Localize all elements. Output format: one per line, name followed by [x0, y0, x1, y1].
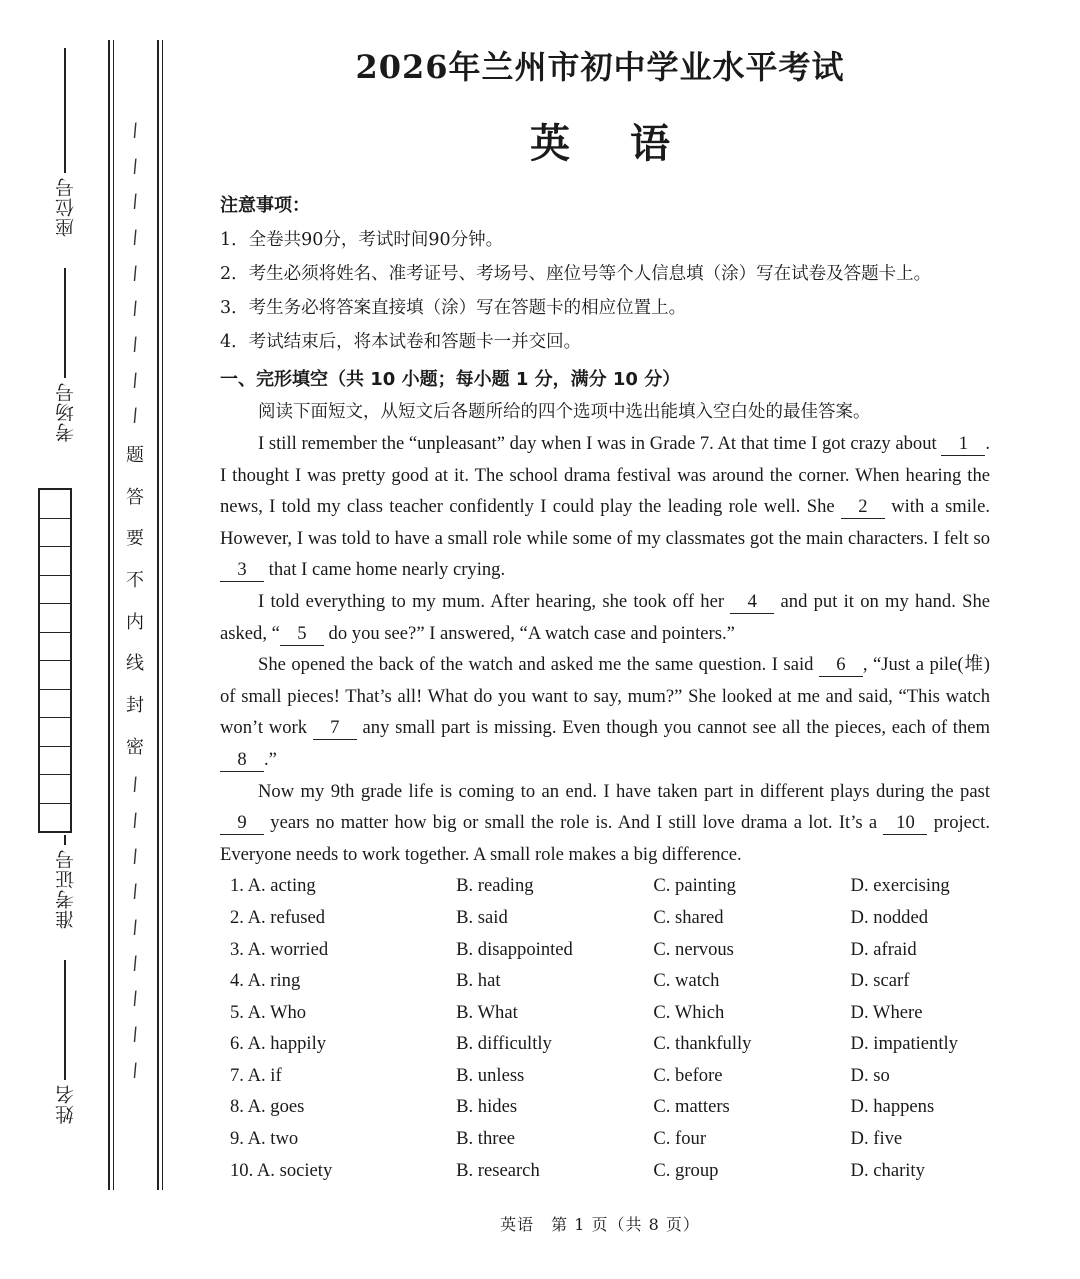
option-b: B. hat: [456, 970, 501, 992]
passage-text: Now my 9th grade life is coming to an end. I have taken part in different plays during the past: [258, 780, 990, 802]
digit-box[interactable]: [40, 747, 70, 776]
option-d: D. so: [850, 1064, 890, 1086]
slash-mark: /: [129, 881, 141, 903]
seal-char: 不: [126, 570, 144, 592]
option-row: [220, 1123, 990, 1155]
seal-char: 内: [126, 611, 144, 633]
seat-no-field[interactable]: [40, 48, 90, 237]
option-d: D. exercising: [850, 875, 950, 897]
passage-text: years no matter how big or small the role is. And I still love drama a lot. It’s a: [264, 812, 884, 834]
blank-9: 9: [220, 812, 264, 835]
option-row: [220, 934, 990, 966]
blank-10: 10: [883, 812, 927, 835]
option-d: D. charity: [850, 1159, 925, 1181]
option-a: 5. A. Who: [230, 1001, 307, 1023]
option-b: B. research: [456, 1159, 540, 1181]
name-field[interactable]: [40, 960, 90, 1124]
blank-4: 4: [730, 591, 774, 614]
passage-text: project. Everyone needs to work together. A small role makes a big difference.: [220, 812, 990, 865]
option-d: D. happens: [850, 1096, 935, 1118]
option-row: [220, 870, 990, 902]
admission-no-line: [64, 835, 66, 845]
passage-text: and put it on my hand. She asked, “: [220, 590, 990, 644]
passage-text: I told everything to my mum. After hearing, she took off her: [258, 590, 731, 612]
blank-1: 1: [941, 433, 985, 456]
option-row: [220, 1155, 990, 1187]
seat-no-line: [64, 48, 66, 173]
seal-char: 答: [126, 486, 144, 508]
room-no-label: 考场号: [54, 382, 77, 442]
option-c: C. Which: [653, 1001, 725, 1023]
slash-mark: /: [129, 155, 141, 178]
passage-text: with a smile. However, I was told to have a small role while some of my classmates got the main characters. I felt so: [220, 496, 990, 549]
blank-2: 2: [841, 496, 885, 519]
digit-box[interactable]: [40, 718, 70, 747]
room-no-line: [64, 268, 66, 378]
blank-8: 8: [220, 749, 264, 772]
option-a: 8. A. goes: [230, 1096, 305, 1118]
notice-item: 3．考生务必将答案直接填（涂）写在答题卡的相应位置上。: [220, 298, 687, 318]
passage-text: any small part is missing. Even though you cannot see all the pieces, each of them: [356, 717, 990, 739]
option-a: 4. A. ring: [230, 970, 301, 992]
cloze-passage: [220, 428, 990, 870]
slash-mark: /: [129, 774, 141, 796]
option-d: D. Where: [850, 1001, 923, 1023]
option-row: [220, 1091, 990, 1123]
option-row: [220, 1028, 990, 1060]
admission-no-label: 准考证号: [54, 849, 77, 929]
digit-box[interactable]: [40, 604, 70, 633]
section-instruction: 阅读下面短文，从短文后各题所给的四个选项中选出能填入空白处的最佳答案。: [258, 402, 871, 422]
binding-rule: [113, 40, 114, 1190]
option-c: C. nervous: [653, 938, 734, 960]
passage-text: that I came home nearly crying.: [264, 559, 506, 581]
slash-mark: /: [129, 988, 141, 1010]
seat-no-label: 座位号: [54, 177, 77, 237]
option-c: C. matters: [653, 1096, 730, 1118]
seal-char: 题: [126, 445, 144, 467]
option-b: B. unless: [456, 1064, 525, 1086]
seal-char: 密: [126, 736, 144, 758]
notice-item: 2．考生必须将姓名、准考证号、考场号、座位号等个人信息填（涂）写在试卷及答题卡上。: [220, 264, 932, 284]
slash-mark: /: [129, 226, 141, 249]
option-b: B. hides: [456, 1096, 518, 1118]
seal-char: 封: [126, 695, 144, 717]
slash-mark: /: [129, 333, 141, 356]
blank-7: 7: [313, 717, 357, 740]
passage-paragraph: [220, 428, 990, 586]
option-c: C. painting: [653, 875, 736, 897]
seal-char: 线: [126, 653, 144, 675]
option-d: D. impatiently: [850, 1033, 958, 1055]
passage-text: , “Just a pile(堆) of small pieces! That’s all! What do you want to say, mum?” She looked at me and said, “This watch won’t work: [220, 654, 990, 739]
exam-content: [220, 190, 990, 1186]
option-b: B. reading: [456, 875, 534, 897]
option-d: D. scarf: [850, 970, 910, 992]
admission-number-boxes[interactable]: [38, 488, 72, 833]
option-d: D. afraid: [850, 938, 917, 960]
passage-paragraph: [220, 776, 990, 871]
seal-line-column: [118, 120, 152, 1080]
notice-item: 1．全卷共90分，考试时间90分钟。: [220, 230, 504, 250]
subject-title: 英语: [530, 120, 730, 167]
notice-title: 注意事项：: [220, 195, 310, 216]
digit-box[interactable]: [40, 775, 70, 804]
slash-mark: /: [129, 404, 141, 427]
slash-mark: /: [129, 916, 141, 939]
option-c: C. thankfully: [653, 1033, 752, 1055]
passage-paragraph: [220, 586, 990, 649]
blank-3: 3: [220, 559, 264, 582]
option-a: 9. A. two: [230, 1128, 299, 1150]
slash-mark: /: [129, 1023, 141, 1046]
digit-box[interactable]: [40, 633, 70, 662]
passage-paragraph: [220, 649, 990, 775]
option-row: [220, 965, 990, 997]
option-c: C. group: [653, 1159, 719, 1181]
answer-options: [220, 870, 990, 1186]
digit-box[interactable]: [40, 804, 70, 832]
option-d: D. nodded: [850, 906, 929, 928]
slash-mark: /: [129, 190, 141, 213]
option-a: 10. A. society: [230, 1159, 333, 1181]
option-a: 3. A. worried: [230, 938, 329, 960]
binding-rule: [157, 40, 159, 1190]
option-c: C. shared: [653, 906, 724, 928]
name-label: 姓名: [54, 1084, 77, 1124]
digit-box[interactable]: [40, 519, 70, 548]
room-no-field[interactable]: [40, 268, 90, 442]
binding-rule: [162, 40, 163, 1190]
option-row: [220, 902, 990, 934]
binding-rule: [108, 40, 110, 1190]
passage-text: She opened the back of the watch and asked me the same question. I said: [258, 654, 819, 676]
option-a: 1. A. acting: [230, 875, 316, 897]
option-c: C. watch: [653, 970, 720, 992]
exam-title: 2026年兰州市初中学业水平考试: [355, 48, 845, 86]
option-b: B. difficultly: [456, 1033, 552, 1055]
option-b: B. What: [456, 1001, 518, 1023]
page-footer: 英语 第 1 页（共 8 页）: [500, 1215, 700, 1234]
option-a: 2. A. refused: [230, 906, 326, 928]
option-c: C. four: [653, 1128, 707, 1150]
option-row: [220, 997, 990, 1029]
seal-char: 要: [126, 528, 144, 550]
slash-mark: /: [129, 119, 141, 142]
slash-mark: /: [129, 1059, 141, 1082]
option-a: 6. A. happily: [230, 1033, 327, 1055]
passage-text: .”: [264, 748, 277, 770]
option-b: B. three: [456, 1128, 515, 1150]
passage-text: I still remember the “unpleasant” day when I was in Grade 7. At that time I got crazy about: [258, 433, 942, 454]
slash-mark: /: [129, 369, 141, 392]
option-row: [220, 1060, 990, 1092]
slash-mark: /: [129, 845, 141, 868]
passage-text: do you see?” I answered, “A watch case and pointers.”: [323, 622, 735, 644]
digit-box[interactable]: [40, 547, 70, 576]
blank-5: 5: [280, 623, 324, 646]
slash-mark: /: [129, 262, 141, 285]
digit-box[interactable]: [40, 490, 70, 519]
digit-box[interactable]: [40, 690, 70, 719]
option-b: B. disappointed: [456, 938, 573, 960]
passage-text: . I thought I was pretty good at it. The school drama festival was around the corner. When hearing the news, I told my class teacher confidently I could play the leading role well. She: [220, 433, 990, 518]
option-b: B. said: [456, 906, 508, 928]
name-line: [64, 960, 66, 1080]
slash-mark: /: [129, 809, 141, 832]
slash-mark: /: [129, 952, 141, 975]
option-d: D. five: [850, 1128, 903, 1150]
admission-no-field[interactable]: [40, 835, 90, 929]
option-a: 7. A. if: [230, 1064, 282, 1086]
digit-box[interactable]: [40, 576, 70, 605]
blank-6: 6: [819, 654, 863, 677]
option-c: C. before: [653, 1064, 723, 1086]
slash-mark: /: [129, 297, 141, 320]
digit-box[interactable]: [40, 661, 70, 690]
section-title: 一、完形填空（共 10 小题；每小题 1 分，满分 10 分）: [220, 369, 681, 390]
notice-item: 4．考试结束后，将本试卷和答题卡一并交回。: [220, 332, 582, 352]
